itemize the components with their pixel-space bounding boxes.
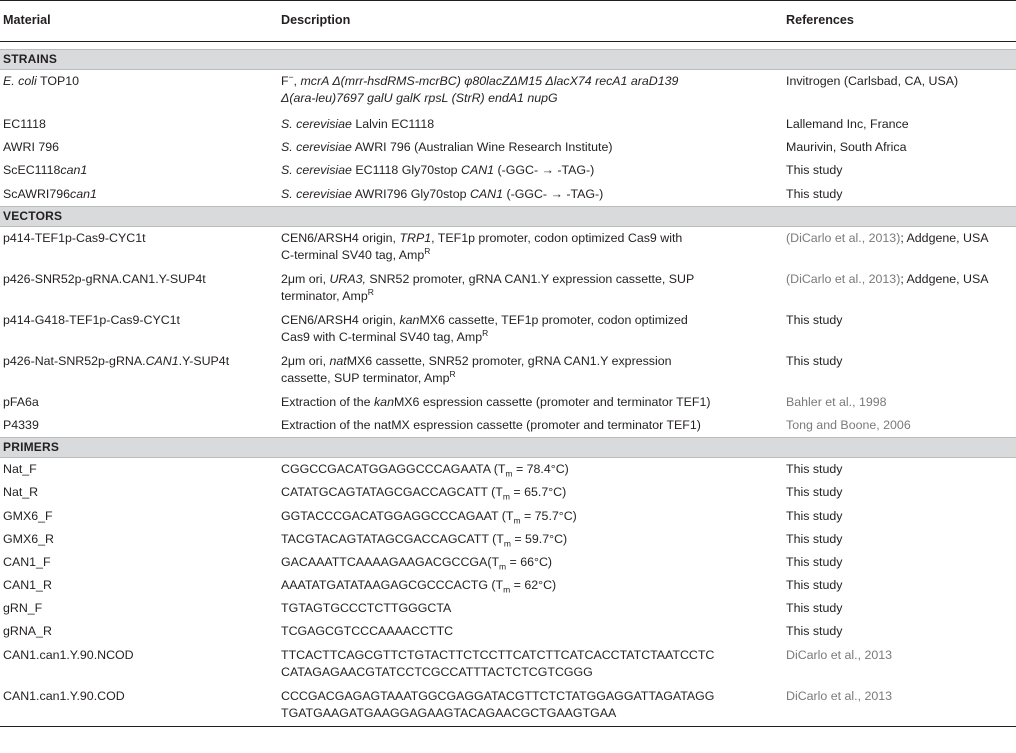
desc-text: (-GGC- → -TAG-) xyxy=(494,163,595,178)
desc-text: AWRI 796 (Australian Wine Research Institute) xyxy=(351,140,613,155)
reference-cell: Lallemand Inc, France xyxy=(786,117,909,131)
desc-sup: R xyxy=(367,286,374,297)
desc-text: CEN6/ARSH4 origin, xyxy=(281,312,400,327)
description-cell xyxy=(281,139,786,156)
reference-link[interactable]: Tong and Boone, 2006 xyxy=(786,417,911,432)
reference-link[interactable]: Bahler et al., 1998 xyxy=(786,394,887,409)
reference-cell: Invitrogen (Carlsbad, CA, USA) xyxy=(786,74,959,88)
reference-cell: Maurivin, South Africa xyxy=(786,140,907,155)
material-cell xyxy=(0,73,281,90)
material-text: ScEC1118 xyxy=(3,163,61,178)
material-cell: p414-TEF1p-Cas9-CYC1t xyxy=(3,230,146,245)
reference-cell: This study xyxy=(786,601,843,616)
reference-cell: This study xyxy=(786,578,843,593)
table-row xyxy=(0,685,1016,726)
header-material: Material xyxy=(3,13,51,27)
material-cell: GMX6_F xyxy=(3,508,53,523)
desc-text: , xyxy=(293,74,301,88)
description-cell xyxy=(281,73,786,107)
material-cell: p414-G418-TEF1p-Cas9-CYC1t xyxy=(3,312,180,327)
sequence-text: CATAGAGAACGTATCCTCGCCATTTACTCTCGTCGGG xyxy=(281,664,593,679)
table-row xyxy=(0,644,1016,685)
desc-text: terminator, Amp xyxy=(281,288,368,303)
reference-text: ; Addgene, USA xyxy=(900,271,989,286)
desc-italic: CAN1 xyxy=(461,163,495,178)
desc-text: MX6 espression cassette (promoter and terminator TEF1) xyxy=(393,394,711,409)
reference-link[interactable]: DiCarlo et al., 2013 xyxy=(786,647,893,662)
table-row xyxy=(0,309,1016,350)
desc-italic: S. cerevisiae xyxy=(281,186,352,201)
desc-italic: kan xyxy=(373,394,394,409)
table-row xyxy=(0,574,1016,597)
description-cell xyxy=(281,162,786,179)
reference-cell: This study xyxy=(786,462,843,477)
material-italic: can1 xyxy=(70,186,97,201)
reference-cell: This study xyxy=(786,353,843,368)
section-strains: STRAINS xyxy=(0,49,1016,70)
material-text: .Y-SUP4t xyxy=(178,353,230,368)
table-header xyxy=(0,0,1016,42)
description-cell xyxy=(281,186,786,203)
desc-text: (-GGC- → -TAG-) xyxy=(503,186,604,201)
desc-italic: URA3, xyxy=(329,271,366,286)
tm-sub: m xyxy=(513,514,521,525)
sequence-text: CGGCCGACATGGAGGCCCAGAATA (T xyxy=(281,462,506,477)
section-primers: PRIMERS xyxy=(0,437,1016,458)
desc-text: SNR52 promoter, gRNA CAN1.Y expression cassette, SUP xyxy=(365,271,695,286)
desc-italic: nat xyxy=(329,353,347,368)
reference-cell: This study xyxy=(786,163,843,178)
sequence-text: TGATGAAGATGAAGGAGAAGTACAGAACGCTGAAGTGAA xyxy=(281,705,617,720)
desc-text: C-terminal SV40 tag, Amp xyxy=(281,247,425,262)
description-cell xyxy=(281,353,786,387)
desc-sup: − xyxy=(288,71,294,82)
desc-italic: TRP1 xyxy=(399,230,432,245)
desc-text: cassette, SUP terminator, Amp xyxy=(281,370,450,385)
description-cell xyxy=(281,394,786,411)
table-row xyxy=(0,620,1016,643)
sequence-cell: TGTAGTGCCCTCTTGGGCTA xyxy=(281,601,452,616)
reference-link[interactable]: (DiCarlo et al., 2013) xyxy=(786,271,901,286)
desc-sup: R xyxy=(482,327,489,338)
material-italic: E. coli xyxy=(3,74,37,88)
desc-text: CEN6/ARSH4 origin, xyxy=(281,230,400,245)
sequence-cell xyxy=(281,688,786,722)
desc-sup: R xyxy=(449,368,456,379)
desc-text: EC1118 Gly70stop xyxy=(351,163,461,178)
reference-cell: This study xyxy=(786,312,843,327)
sequence-text: CATATGCAGTATAGCGACCAGCATT (T xyxy=(281,485,503,500)
desc-italic: S. cerevisiae xyxy=(281,140,352,155)
material-cell: gRN_F xyxy=(3,601,43,616)
reference-cell: This study xyxy=(786,554,843,569)
sequence-cell xyxy=(281,554,786,571)
desc-text: MX6 cassette, TEF1p promoter, codon optimized xyxy=(419,312,688,327)
table-row xyxy=(0,414,1016,437)
material-cell: CAN1.can1.Y.90.NCOD xyxy=(3,647,134,662)
desc-italic: S. cerevisiae xyxy=(281,117,352,131)
table-row xyxy=(0,70,1016,113)
desc-sup: R xyxy=(424,245,431,256)
tm-value: = 62°C) xyxy=(510,578,557,593)
material-italic: CAN1 xyxy=(145,353,179,368)
sequence-text: GACAAATTCAAAAGAAGACGCCGA(T xyxy=(281,554,500,569)
material-cell: Nat_F xyxy=(3,462,37,477)
tm-value: = 65.7°C) xyxy=(509,485,567,500)
table-row xyxy=(0,159,1016,182)
tm-sub: m xyxy=(503,584,511,595)
desc-italic: S. cerevisiae xyxy=(281,163,352,178)
material-cell: CAN1_F xyxy=(3,554,51,569)
reference-cell xyxy=(786,271,1016,288)
desc-text: Lalvin EC1118 xyxy=(351,117,435,131)
header-description: Description xyxy=(281,13,351,27)
tm-sub: m xyxy=(503,538,511,549)
desc-text: , TEF1p promoter, codon optimized Cas9 with xyxy=(431,230,683,245)
tm-value: = 66°C) xyxy=(506,554,553,569)
table-row xyxy=(0,268,1016,309)
reference-cell xyxy=(786,230,1016,247)
material-cell: CAN1.can1.Y.90.COD xyxy=(3,688,125,703)
tm-value: = 59.7°C) xyxy=(510,531,568,546)
tm-value: = 78.4°C) xyxy=(512,462,569,477)
tm-sub: m xyxy=(505,468,513,479)
sequence-cell xyxy=(281,647,786,681)
sequence-text: TACGTACAGTATAGCGACCAGCATT (T xyxy=(281,531,504,546)
tm-sub: m xyxy=(499,561,507,572)
table-row xyxy=(0,350,1016,391)
table-row xyxy=(0,505,1016,528)
material-cell: gRNA_R xyxy=(3,624,52,639)
sequence-cell xyxy=(281,461,786,478)
description-cell xyxy=(281,116,786,133)
material-cell: EC1118 xyxy=(3,117,46,131)
reference-cell: This study xyxy=(786,186,843,201)
table-bottom-rule xyxy=(0,726,1016,727)
reference-cell: This study xyxy=(786,508,843,523)
material-cell: GMX6_R xyxy=(3,531,54,546)
desc-italic: mcrA Δ(mrr-hsdRMS-mcrBC) φ80lacZΔM15 ΔlacX74 recA1 araD139 xyxy=(300,74,679,88)
table-row xyxy=(0,458,1016,481)
material-cell: Nat_R xyxy=(3,485,39,500)
desc-text: F xyxy=(281,74,289,88)
sequence-text: CCCGACGAGAGTAAATGGCGAGGATACGTTCTCTATGGAGGATTAGATAGG xyxy=(281,688,715,703)
material-cell: pFA6a xyxy=(3,394,39,409)
reference-cell: This study xyxy=(786,485,843,500)
description-cell: Extraction of the natMX espression cassette (promoter and terminator TEF1) xyxy=(281,417,701,432)
sequence-cell xyxy=(281,484,786,501)
material-text: p426-Nat-SNR52p-gRNA. xyxy=(3,353,146,368)
material-cell xyxy=(0,186,281,203)
material-text: ScAWRI796 xyxy=(3,186,71,201)
sequence-cell xyxy=(281,531,786,548)
desc-italic: CAN1 xyxy=(469,186,503,201)
section-vectors: VECTORS xyxy=(0,206,1016,227)
table-row xyxy=(0,597,1016,620)
material-cell xyxy=(0,162,281,179)
reference-cell: This study xyxy=(786,624,843,639)
sequence-cell xyxy=(281,508,786,525)
material-cell xyxy=(0,353,281,370)
reference-text: ; Addgene, USA xyxy=(900,230,989,245)
tm-value: = 75.7°C) xyxy=(520,508,577,523)
reference-cell: This study xyxy=(786,531,843,546)
table-row xyxy=(0,136,1016,159)
table-row xyxy=(0,481,1016,504)
table-row xyxy=(0,227,1016,268)
desc-text: AWRI796 Gly70stop xyxy=(351,186,470,201)
sequence-text: TTCACTTCAGCGTTCTGTACTTCTCCTTCATCTTCATCACCTATCTAATCCTC xyxy=(281,647,715,662)
sequence-text: GGTACCCGACATGGAGGCCCAGAAT (T xyxy=(281,508,514,523)
material-text: TOP10 xyxy=(36,74,79,88)
reference-link[interactable]: DiCarlo et al., 2013 xyxy=(786,688,893,703)
description-cell xyxy=(281,230,786,264)
table-row xyxy=(0,113,1016,136)
reference-link[interactable]: (DiCarlo et al., 2013) xyxy=(786,230,901,245)
sequence-cell: TCGAGCGTCCCAAAACCTTC xyxy=(281,624,454,639)
material-cell: AWRI 796 xyxy=(3,140,60,155)
desc-text: 2μm ori, xyxy=(281,271,330,286)
header-references: References xyxy=(786,13,854,27)
desc-text: MX6 cassette, SNR52 promoter, gRNA CAN1.Y expression xyxy=(346,353,672,368)
material-cell: CAN1_R xyxy=(3,578,52,593)
desc-italic: Δ(ara-leu)7697 galU galK rpsL (StrR) endA1 nupG xyxy=(281,91,558,105)
desc-text: Extraction of the xyxy=(281,394,374,409)
desc-italic: kan xyxy=(399,312,420,327)
tm-sub: m xyxy=(502,491,510,502)
desc-text: Cas9 with C-terminal SV40 tag, Amp xyxy=(281,329,483,344)
desc-text: 2μm ori, xyxy=(281,353,330,368)
sequence-text: AAATATGATATAAGAGCGCCCACTG (T xyxy=(281,578,504,593)
table-row xyxy=(0,528,1016,551)
table-row xyxy=(0,551,1016,574)
table-row xyxy=(0,183,1016,206)
description-cell xyxy=(281,312,786,346)
material-cell: P4339 xyxy=(3,417,39,432)
table-row xyxy=(0,391,1016,414)
material-italic: can1 xyxy=(60,163,88,178)
description-cell xyxy=(281,271,786,305)
material-cell: p426-SNR52p-gRNA.CAN1.Y-SUP4t xyxy=(3,271,206,286)
sequence-cell xyxy=(281,577,786,594)
